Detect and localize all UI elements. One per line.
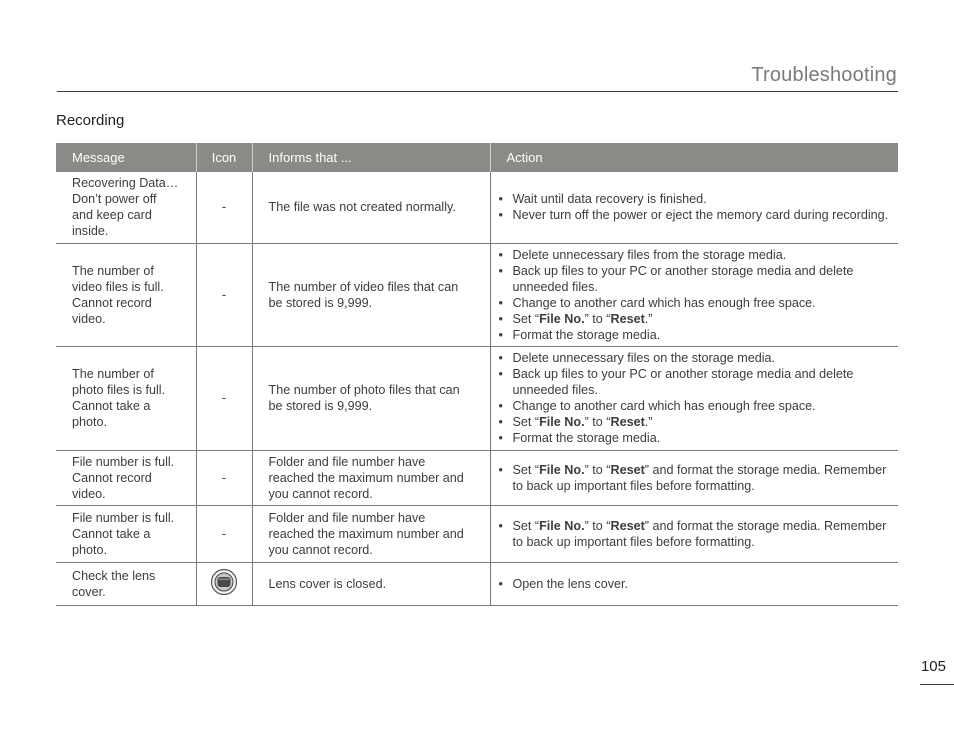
action-text: ” and format the storage media. Remember to back up important files before formatting. [512,462,887,493]
page-title: Troubleshooting [751,64,897,86]
message-cell: The number of photo files is full. Cannot take a photo. [56,346,196,450]
action-text: Change to another card which has enough free space. [512,399,816,413]
action-list [497,350,891,446]
action-item [513,366,891,398]
message-cell: File number is full. Cannot take a photo. [56,505,196,562]
action-item [513,430,891,446]
action-item [513,398,891,414]
informs-cell: The number of photo files that can be stored is 9,999. [252,346,490,450]
action-text: .” [644,415,653,429]
page-number-rule [920,684,954,685]
column-header-informs: Informs that ... [252,143,490,172]
action-text: Open the lens cover. [512,576,629,591]
section-heading: Recording [56,112,125,129]
action-text: Delete unnecessary files from the storage media. [512,247,787,262]
action-text: Back up files to your PC or another storage media and delete unneeded files. [512,263,854,294]
action-item [513,191,891,207]
informs-cell: The file was not created normally. [252,172,490,243]
table-row [56,450,898,505]
icon-cell: - [196,505,252,562]
page-number: 105 [920,658,946,675]
action-keyword: Reset [610,415,645,429]
action-cell [490,172,898,243]
action-cell [490,346,898,450]
action-keyword: Reset [610,462,645,477]
icon-cell: - [196,172,252,243]
table-header-row [56,143,898,172]
action-keyword: Reset [610,518,645,533]
table-row [56,505,898,562]
informs-cell: Folder and file number have reached the maximum number and you cannot record. [252,450,490,505]
table-row [56,243,898,346]
action-cell [490,505,898,562]
action-item [513,207,891,223]
icon-cell [196,562,252,605]
title-divider [57,91,898,92]
action-text: Set “ [512,462,540,477]
lens-cover-icon [210,568,238,596]
table-row [56,172,898,243]
action-item [513,414,891,430]
action-text: ” to “ [584,415,611,429]
action-list [497,462,891,494]
informs-cell: Folder and file number have reached the maximum number and you cannot record. [252,505,490,562]
action-item [513,350,891,366]
action-keyword: File No. [539,311,585,326]
informs-cell: Lens cover is closed. [252,562,490,605]
action-item [513,518,891,550]
action-text: Delete unnecessary files on the storage media. [512,351,776,365]
action-text: ” to “ [584,311,611,326]
action-text: Wait until data recovery is finished. [512,192,707,207]
action-item [513,576,891,592]
action-cell [490,450,898,505]
action-item [513,311,891,327]
icon-cell: - [196,243,252,346]
message-cell: The number of video files is full. Cannot record video. [56,243,196,346]
action-list [497,191,891,223]
action-item [513,462,891,494]
action-item [513,247,891,263]
column-header-action: Action [490,143,898,172]
action-text: .” [644,311,653,326]
action-item [513,263,891,295]
action-list [497,247,891,343]
action-list [497,576,891,592]
action-text: Format the storage media. [512,431,661,445]
message-cell: Check the lens cover. [56,562,196,605]
action-item [513,327,891,343]
table-row [56,562,898,605]
action-text: Back up files to your PC or another storage media and delete unneeded files. [512,367,854,397]
message-cell: File number is full. Cannot record video. [56,450,196,505]
action-text: Set “ [512,311,540,326]
action-keyword: File No. [539,518,585,533]
action-cell [490,562,898,605]
icon-cell: - [196,450,252,505]
column-header-icon: Icon [196,143,252,172]
action-keyword: Reset [610,311,645,326]
action-text: Change to another card which has enough free space. [512,295,816,310]
action-text: ” to “ [584,518,611,533]
action-text: ” and format the storage media. Remember to back up important files before formatting. [512,518,887,549]
column-header-message: Message [56,143,196,172]
action-item [513,295,891,311]
troubleshooting-table [56,143,898,606]
action-keyword: File No. [539,415,585,429]
action-text: Format the storage media. [512,327,661,342]
action-keyword: File No. [539,462,585,477]
informs-cell: The number of video files that can be stored is 9,999. [252,243,490,346]
table-body [56,172,898,605]
action-list [497,518,891,550]
action-text: Set “ [512,518,540,533]
action-cell [490,243,898,346]
icon-cell: - [196,346,252,450]
message-cell: Recovering Data… Don’t power off and keep card inside. [56,172,196,243]
table-row [56,346,898,450]
action-text: Set “ [512,415,540,429]
action-text: Never turn off the power or eject the memory card during recording. [512,208,889,223]
action-text: ” to “ [584,462,611,477]
